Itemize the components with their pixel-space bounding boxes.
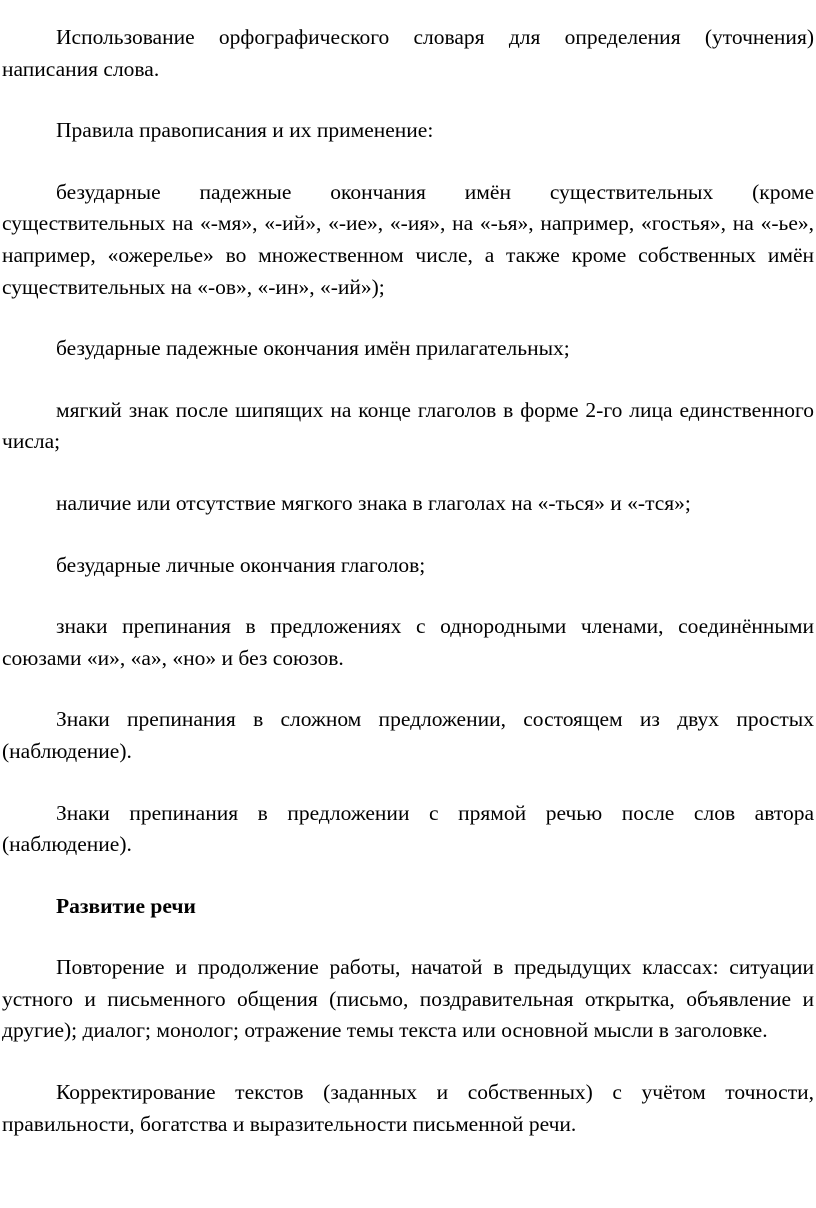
paragraph-verb-endings: безударные личные окончания глаголов; bbox=[56, 552, 426, 577]
paragraph-adjective-endings: безударные падежные окончания имён прилагательных; bbox=[56, 336, 570, 361]
section-heading-speech-development: Развитие речи bbox=[56, 893, 196, 918]
paragraph-noun-endings: безударные падежные окончания имён существительных (кроме существительных на «-мя», «-ий», «-ие», «-ия», на «-ья», например, «гостья», на «-ье», например, «ожерелье» во множественном числе, а также кроме собственных имён существительных на «-ов», «-ин», «-ий»); bbox=[2, 179, 814, 299]
paragraph-text-correction: Корректирование текстов (заданных и собственных) с учётом точности, правильности, богатства и выразительности письменной речи. bbox=[2, 1080, 814, 1136]
paragraph-homogeneous-members: знаки препинания в предложениях с однородными членами, соединёнными союзами «и», «а», «но» и без союзов. bbox=[2, 614, 814, 670]
paragraph-tsya-tsya: наличие или отсутствие мягкого знака в глаголах на «-ться» и «-тся»; bbox=[56, 490, 691, 515]
paragraph-spelling-rules-intro: Правила правописания и их применение: bbox=[56, 118, 434, 143]
paragraph-complex-sentence: Знаки препинания в сложном предложении, состоящем из двух простых (наблюдение). bbox=[2, 707, 814, 763]
paragraph-communication-situations: Повторение и продолжение работы, начатой в предыдущих классах: ситуации устного и письменного общения (письмо, поздравительная открытка, объявление и другие); диалог; монолог; отражение темы текста или основной мысли в заголовке. bbox=[2, 955, 814, 1043]
paragraph-dictionary-usage: Использование орфографического словаря для определения (уточнения) написания слова. bbox=[2, 25, 814, 81]
paragraph-soft-sign-verbs: мягкий знак после шипящих на конце глаголов в форме 2-го лица единственного числа; bbox=[2, 397, 814, 454]
paragraph-direct-speech: Знаки препинания в предложении с прямой речью после слов автора (наблюдение). bbox=[2, 800, 814, 857]
